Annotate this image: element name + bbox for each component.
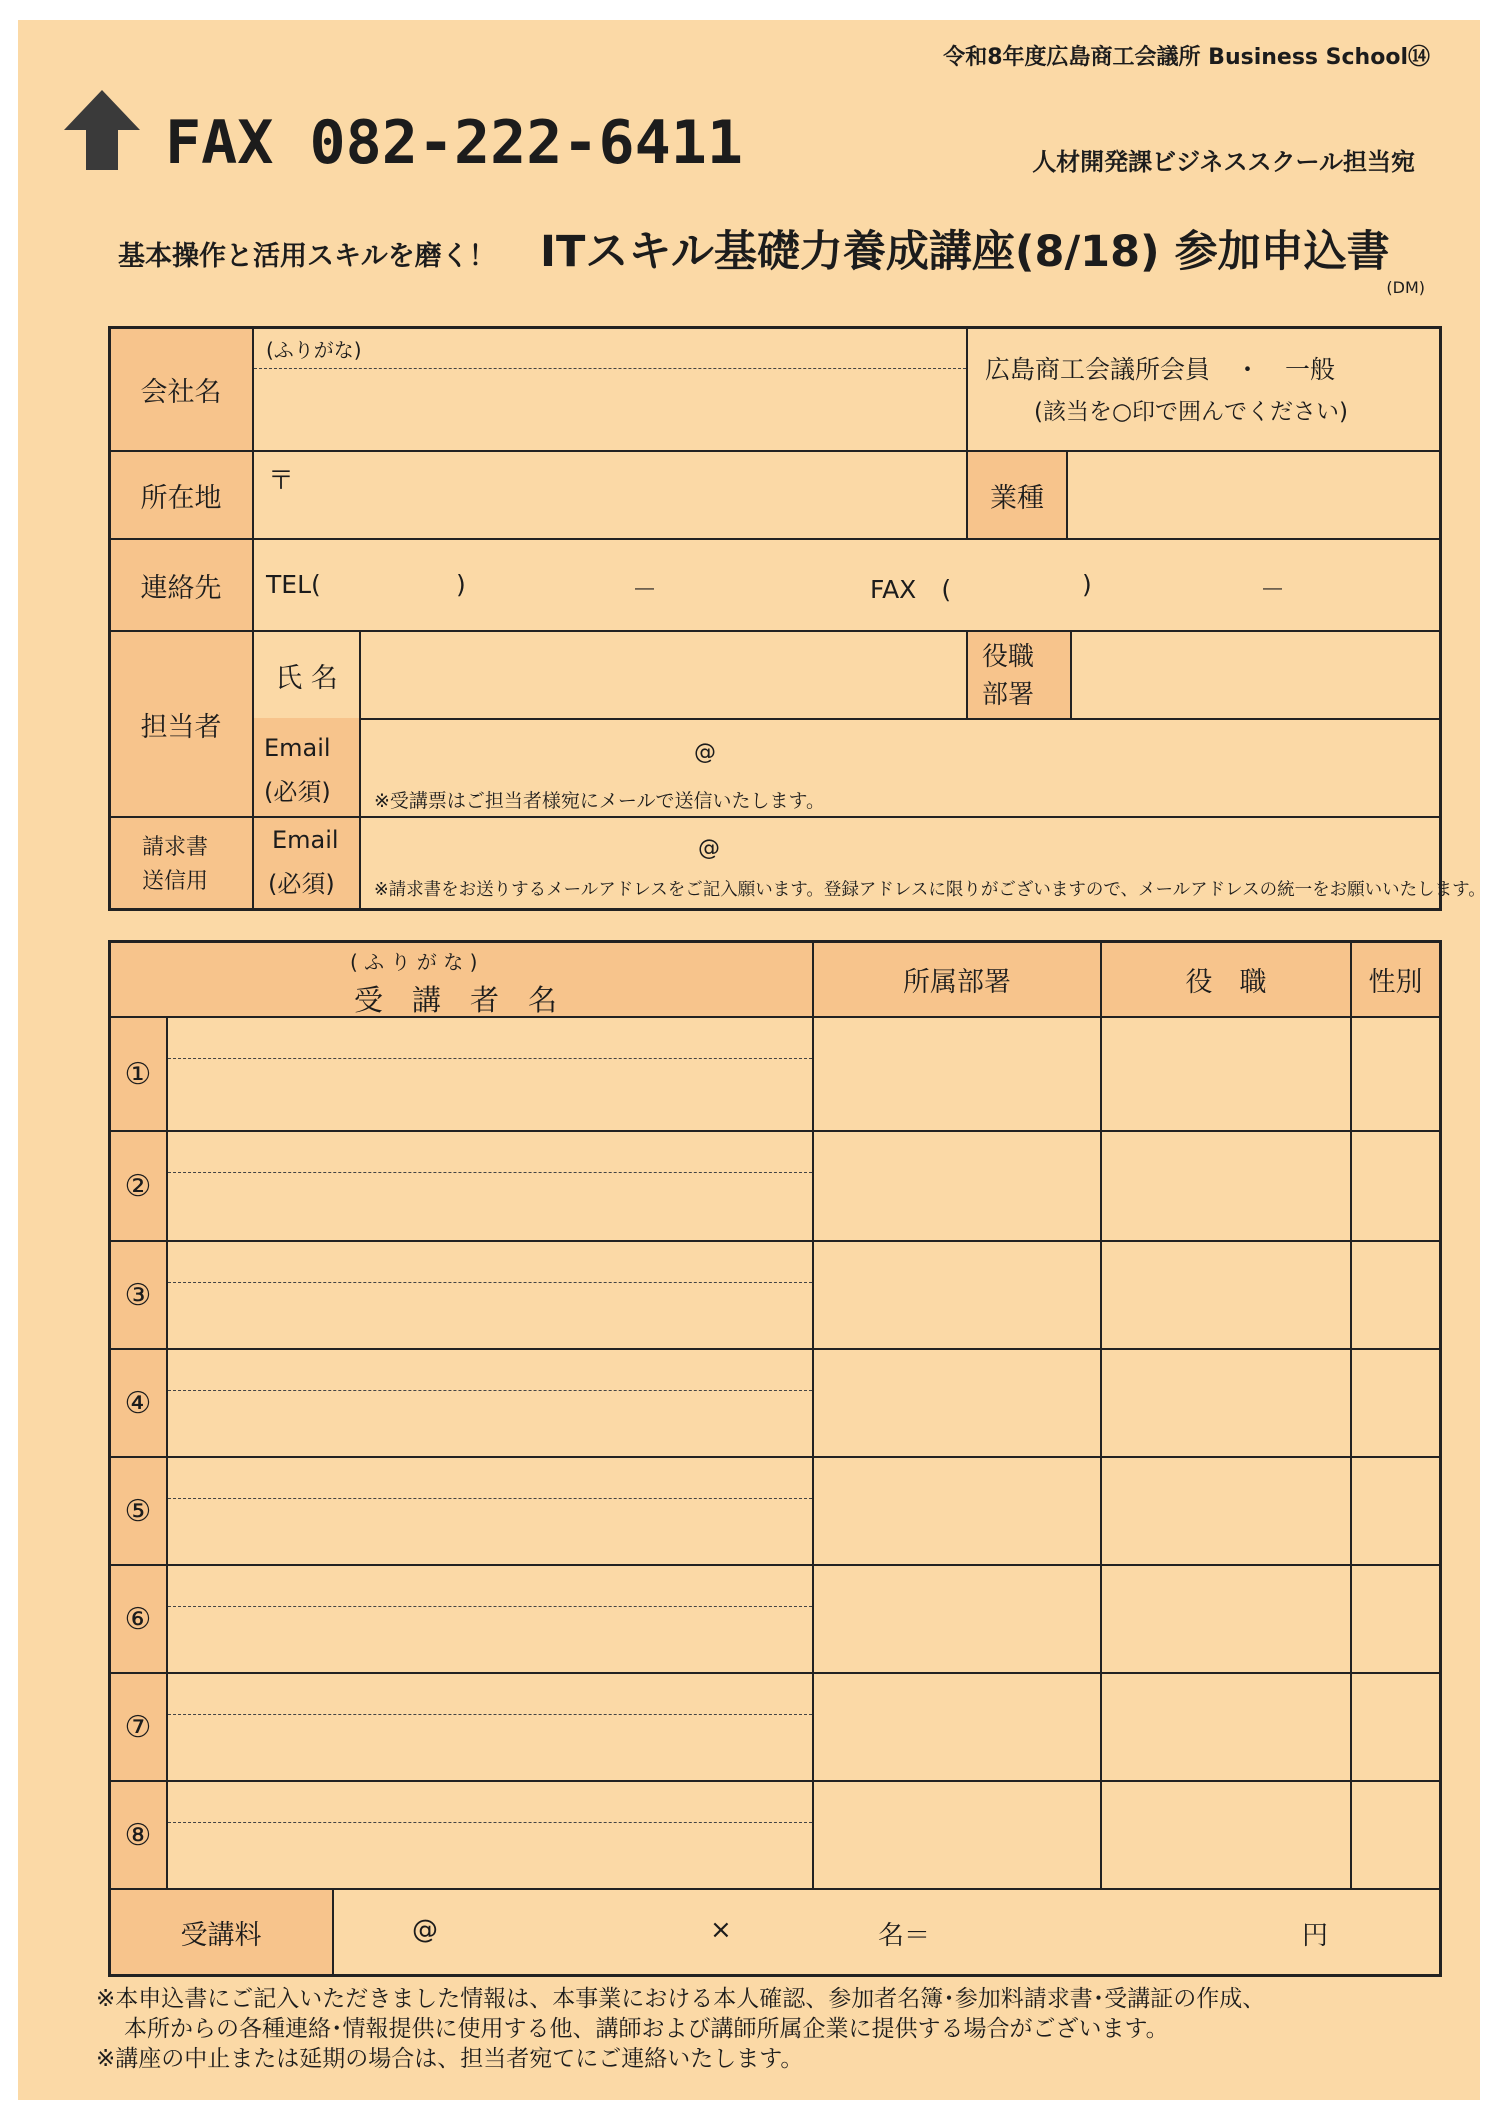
email-required: (必須)	[264, 778, 331, 806]
attendee-name-field-4[interactable]	[168, 1350, 812, 1456]
email-note: ※受講票はご担当者様宛にメールで送信いたします。	[374, 790, 826, 812]
tel-close: )	[456, 570, 466, 599]
fax-number: FAX 082-222-6411	[165, 108, 743, 178]
position-header: 役 職	[1185, 966, 1267, 998]
name-label: 氏 名	[275, 662, 338, 694]
invoice-email-field[interactable]	[362, 818, 1438, 874]
fee-people: 名＝	[878, 1921, 931, 1951]
addressee: 人材開発課ビジネススクール担当宛	[1032, 148, 1415, 176]
row-number-4: ④	[124, 1385, 152, 1421]
company-name-field[interactable]	[254, 372, 966, 450]
person-in-charge-label: 担当者	[140, 711, 222, 743]
cancellation-note: ※講座の中止または延期の場合は、担当者宛てにご連絡いたします。	[96, 2046, 804, 2072]
email-at: @	[694, 740, 716, 765]
attendee-name-field-7[interactable]	[168, 1674, 812, 1780]
fee-yen: 円	[1302, 1921, 1329, 1951]
fee-at: @	[412, 1915, 438, 1945]
page-title: ITスキル基礎力養成講座(8/18) 参加申込書	[540, 227, 1390, 277]
department-header: 所属部署	[903, 966, 1011, 998]
privacy-note-line1: ※本申込書にご記入いただきました情報は、本事業における本人確認、参加者名簿･参加料請求書･受講証の作成、	[96, 1986, 1266, 2012]
membership-note: (該当を○印で囲んでください)	[1034, 399, 1349, 425]
email-field[interactable]	[362, 720, 1438, 784]
attendee-name-field-1[interactable]	[168, 1018, 812, 1130]
attendee-name-field-8[interactable]	[168, 1782, 812, 1888]
attendee-furigana-header: ( ふ り が な )	[350, 950, 478, 974]
tel-open: TEL(	[266, 570, 321, 599]
attendee-name-field-3[interactable]	[168, 1242, 812, 1348]
row-number-5: ⑤	[124, 1493, 152, 1529]
company-name-label: 会社名	[140, 376, 222, 408]
row-number-6: ⑥	[124, 1601, 152, 1637]
name-field[interactable]	[362, 632, 964, 718]
attendee-name-field-5[interactable]	[168, 1458, 812, 1564]
address-label: 所在地	[140, 482, 222, 514]
title-prefix: 基本操作と活用スキルを磨く！	[118, 241, 496, 272]
fee-times: ×	[710, 1915, 732, 1945]
fee-total-field[interactable]	[960, 1892, 1290, 1972]
gender-header: 性別	[1368, 966, 1423, 998]
industry-field[interactable]	[1068, 452, 1438, 538]
attendee-name-field-6[interactable]	[168, 1566, 812, 1672]
address-field[interactable]	[300, 452, 964, 538]
industry-label: 業種	[990, 482, 1044, 514]
contact-label: 連絡先	[140, 572, 222, 604]
up-arrow-icon	[62, 88, 142, 172]
privacy-note-line2: 本所からの各種連絡･情報提供に使用する他、講師および講師所属企業に提供する場合がございます。	[124, 2016, 1169, 2042]
tel-dash: －	[632, 575, 658, 604]
fee-label: 受講料	[180, 1919, 262, 1951]
fee-count-field[interactable]	[740, 1892, 870, 1972]
department-label: 部署	[982, 680, 1035, 710]
dm-label: (DM)	[1386, 278, 1425, 297]
attendee-name-header: 受 講 者 名	[354, 983, 558, 1017]
invoice-label-1: 請求書	[142, 835, 209, 860]
position-label: 役職	[982, 642, 1035, 672]
row-number-1: ①	[124, 1056, 152, 1092]
attendee-name-field-2[interactable]	[168, 1132, 812, 1240]
row-number-7: ⑦	[124, 1709, 152, 1745]
row-number-3: ③	[124, 1277, 152, 1313]
invoice-label-2: 送信用	[142, 869, 209, 894]
postal-mark: 〒	[268, 466, 295, 496]
fax-close: )	[1082, 570, 1092, 599]
row-number-2: ②	[124, 1168, 152, 1204]
row-number-8: ⑧	[124, 1817, 152, 1853]
fax-open: FAX (	[870, 575, 952, 604]
fax-dash: －	[1260, 575, 1286, 604]
invoice-email-at: @	[698, 836, 720, 861]
position-field[interactable]	[1072, 632, 1438, 718]
company-furigana-label: (ふりがな)	[266, 338, 362, 362]
tel-field[interactable]	[316, 548, 626, 624]
fee-unit-field[interactable]	[440, 1892, 690, 1972]
invoice-email-label: Email	[272, 826, 339, 854]
series-label: 令和8年度広島商工会議所 Business School⑭	[943, 45, 1430, 70]
email-label: Email	[264, 734, 331, 762]
invoice-email-required: (必須)	[268, 870, 335, 898]
fax-field[interactable]	[940, 548, 1250, 624]
invoice-note: ※請求書をお送りするメールアドレスをご記入願います。登録アドレスに限りがございますので、メールアドレスの統一をお願いいたします。	[374, 880, 1486, 900]
membership-options[interactable]: 広島商工会議所会員 ・ 一般	[985, 355, 1336, 384]
